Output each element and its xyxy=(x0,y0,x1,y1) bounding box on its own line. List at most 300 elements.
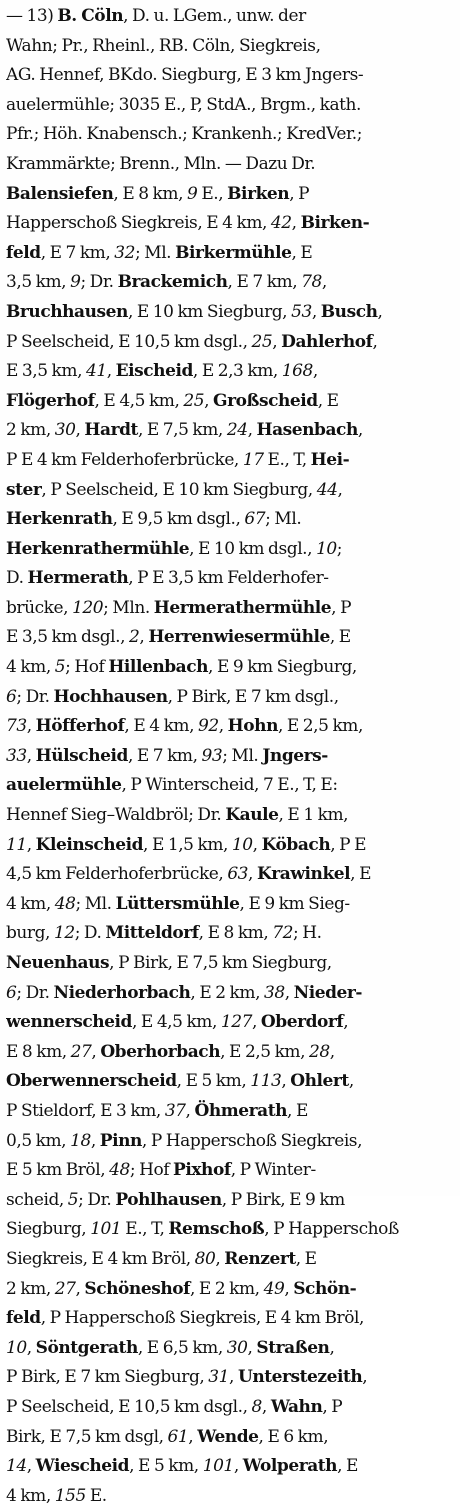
population-count: 72 xyxy=(272,923,293,944)
place-name: Herkenrathermühle xyxy=(6,538,190,559)
population-count: 11 xyxy=(6,834,27,855)
text-run: , xyxy=(26,1456,36,1477)
text-run: 2 km, xyxy=(6,1278,55,1299)
population-count: 32 xyxy=(114,242,135,263)
place-name: Birkermühle xyxy=(175,242,292,263)
place-name: Kleinscheid xyxy=(35,834,144,855)
text-run: , E 10 km Siegburg, xyxy=(127,301,292,322)
text-run: , xyxy=(362,1367,368,1388)
text-run: ; D. xyxy=(74,923,106,944)
population-count: 18 xyxy=(70,1130,91,1151)
place-name: Hei- xyxy=(310,449,350,470)
text-line xyxy=(6,949,456,979)
text-run: , xyxy=(75,420,85,441)
population-count: 42 xyxy=(270,213,292,234)
text-run: , xyxy=(229,1367,238,1388)
text-run: ; Dr. xyxy=(80,272,118,293)
place-name: Großscheid xyxy=(213,390,318,411)
place-name: Herkenrath xyxy=(6,509,113,530)
text-run: , xyxy=(329,1041,335,1062)
text-run: , P Happerschoß xyxy=(264,1219,399,1240)
text-line xyxy=(6,1127,456,1157)
text-run: E. xyxy=(85,1485,107,1506)
population-count: 5 xyxy=(54,657,66,678)
population-count: 92 xyxy=(198,716,219,737)
text-line xyxy=(6,120,456,150)
place-name: feld xyxy=(6,242,41,263)
population-count: 14 xyxy=(6,1456,27,1477)
population-count: 33 xyxy=(6,745,27,766)
population-count: 27 xyxy=(70,1041,92,1062)
text-run: , xyxy=(252,1012,261,1033)
text-run: P Seelscheid, E 10,5 km dsgl., xyxy=(6,1396,252,1417)
text-line xyxy=(6,416,456,446)
place-name: Dahlerhof xyxy=(281,331,373,352)
text-run: , P Winterscheid, 7 E., T, E: xyxy=(121,775,338,796)
text-line xyxy=(6,239,456,269)
text-run: , P Winter- xyxy=(230,1160,316,1181)
text-run: , E 7 km, xyxy=(227,272,302,293)
text-run: Pfr.; Höh. Knabensch.; Krankenh.; KredVer.; xyxy=(6,124,363,145)
place-name: Hochhausen xyxy=(53,686,168,707)
text-run: ; Dr. xyxy=(78,1189,116,1210)
place-name: Öhmerath xyxy=(194,1100,288,1121)
text-line xyxy=(6,1008,456,1038)
text-run: 2 km, xyxy=(6,420,55,441)
place-name: Birken xyxy=(227,183,290,204)
text-run: , E 9 km Siegburg, xyxy=(208,657,357,678)
text-line xyxy=(6,476,456,506)
place-name: Ohlert xyxy=(290,1071,349,1092)
text-run: P Stieldorf, E 3 km, xyxy=(6,1100,165,1121)
text-line xyxy=(6,1067,456,1097)
text-run: E., xyxy=(197,183,228,204)
population-count: 44 xyxy=(316,479,338,500)
text-line xyxy=(6,357,456,387)
text-run: , xyxy=(185,1100,195,1121)
text-run: scheid, xyxy=(6,1189,68,1210)
text-line xyxy=(6,1215,456,1245)
text-line xyxy=(6,801,456,831)
text-run: , xyxy=(26,834,36,855)
text-run: , xyxy=(311,301,321,322)
text-run: , E 8 km, xyxy=(198,923,273,944)
place-name: Jngers- xyxy=(262,745,328,766)
text-run: , xyxy=(106,361,116,382)
population-count: 80 xyxy=(194,1248,216,1269)
text-line xyxy=(6,979,456,1009)
text-line xyxy=(6,831,456,861)
text-run: , xyxy=(372,331,378,352)
text-line xyxy=(6,446,456,476)
population-count: 127 xyxy=(220,1012,252,1033)
text-run: Siegkreis, E 4 km Bröl, xyxy=(6,1248,195,1269)
text-run: , xyxy=(215,1248,225,1269)
population-count: 27 xyxy=(54,1278,76,1299)
population-count: 38 xyxy=(263,982,285,1003)
population-count: 53 xyxy=(291,301,312,322)
text-run: brücke, xyxy=(6,597,73,618)
population-count: 30 xyxy=(54,420,76,441)
text-line xyxy=(6,268,456,298)
population-count: 9 xyxy=(70,272,81,293)
place-name: Wende xyxy=(197,1426,259,1447)
text-run: , E xyxy=(350,864,372,885)
text-run: , E 2 km, xyxy=(190,982,264,1003)
text-line xyxy=(6,594,456,624)
place-name: Nieder- xyxy=(293,982,363,1003)
text-run: , xyxy=(272,331,282,352)
population-count: 31 xyxy=(208,1367,230,1388)
place-name: Busch xyxy=(320,301,378,322)
text-run: , xyxy=(377,301,383,322)
text-run: , xyxy=(90,1130,100,1151)
text-run: , xyxy=(91,1041,101,1062)
place-name: Straßen xyxy=(256,1337,330,1358)
population-count: 120 xyxy=(72,597,104,618)
text-run: , P Happerschoß Siegkreis, E 4 km Bröl, xyxy=(40,1308,364,1329)
text-run: , xyxy=(357,420,363,441)
population-count: 67 xyxy=(244,509,266,530)
text-line xyxy=(6,150,456,180)
place-name: Pohlhausen xyxy=(115,1189,222,1210)
text-line xyxy=(6,505,456,535)
text-run: , xyxy=(337,479,343,500)
place-name: Bruchhausen xyxy=(6,301,128,322)
text-run: , xyxy=(281,1071,291,1092)
population-count: 2 xyxy=(129,627,140,648)
text-run: , P Birk, E 9 km xyxy=(221,1189,345,1210)
text-run: , xyxy=(218,716,228,737)
text-run: Wahn; Pr., Rheinl., RB. Cöln, Siegkreis, xyxy=(6,35,321,56)
text-line xyxy=(6,32,456,62)
text-run: , D. u. LGem., unw. der xyxy=(123,6,306,26)
place-name: Flögerhof xyxy=(6,390,95,411)
text-run: , E xyxy=(329,627,351,648)
text-line xyxy=(6,1423,456,1453)
text-run: 4 km, xyxy=(6,893,55,914)
text-run: ; Dr. xyxy=(16,982,54,1003)
text-run: , P xyxy=(331,597,352,618)
text-run: , xyxy=(247,420,257,441)
text-run: , E 4 km, xyxy=(124,716,198,737)
population-count: 9 xyxy=(186,183,198,204)
text-run: , xyxy=(188,1426,198,1447)
text-line xyxy=(6,653,456,683)
text-run: , xyxy=(312,361,318,382)
text-line xyxy=(6,890,456,920)
population-count: 113 xyxy=(250,1071,282,1092)
text-run: E., T, xyxy=(263,449,311,470)
text-run: Hennef Sieg–Waldbröl; Dr. xyxy=(6,805,226,826)
place-name: Pixhof xyxy=(173,1160,231,1181)
text-run: , xyxy=(26,716,36,737)
text-line xyxy=(6,61,456,91)
text-run: Siegburg, xyxy=(6,1219,91,1240)
text-line xyxy=(6,298,456,328)
population-count: 10 xyxy=(6,1337,27,1358)
population-count: 12 xyxy=(53,923,75,944)
text-run: , xyxy=(284,1278,294,1299)
text-run: , E 7 km, xyxy=(40,242,115,263)
place-name: Köbach xyxy=(261,834,331,855)
place-name: Balensiefen xyxy=(6,183,114,204)
population-count: 5 xyxy=(67,1189,79,1210)
text-line xyxy=(6,712,456,742)
place-name: Eischeid xyxy=(115,361,193,382)
text-run: , xyxy=(291,213,301,234)
place-name: Hülscheid xyxy=(35,745,128,766)
text-run: , E xyxy=(317,390,339,411)
place-name: Birken- xyxy=(300,213,370,234)
text-line xyxy=(6,1482,456,1511)
text-run: Happerschoß Siegkreis, E 4 km, xyxy=(6,213,271,234)
text-run: , xyxy=(343,1012,349,1033)
place-name: Hillenbach xyxy=(108,657,209,678)
text-line xyxy=(6,564,456,594)
text-run: 4 km, xyxy=(6,1485,55,1506)
text-run: E., T, xyxy=(121,1219,169,1240)
population-count: 25 xyxy=(183,390,205,411)
text-line xyxy=(6,328,456,358)
population-count: 61 xyxy=(167,1426,189,1447)
text-line xyxy=(6,2,456,32)
text-run: , E xyxy=(291,242,313,263)
text-run: P E 4 km Felderhoferbrücke, xyxy=(6,449,243,470)
text-run: , E 2,3 km, xyxy=(192,361,282,382)
text-line xyxy=(6,623,456,653)
text-run: , xyxy=(75,1278,85,1299)
place-name: Hasenbach xyxy=(256,420,358,441)
population-count: 93 xyxy=(201,745,223,766)
text-run: E 5 km Bröl, xyxy=(6,1160,110,1181)
text-line xyxy=(6,1038,456,1068)
place-name: Mitteldorf xyxy=(105,923,199,944)
place-name: Wolperath xyxy=(242,1456,338,1477)
text-line xyxy=(6,1393,456,1423)
place-name: feld xyxy=(6,1308,41,1329)
place-name: Neuenhaus xyxy=(6,953,110,973)
text-line xyxy=(6,860,456,890)
place-name: Herrenwiesermühle xyxy=(148,627,330,648)
text-line xyxy=(6,919,456,949)
population-count: 168 xyxy=(281,361,313,382)
population-count: 10 xyxy=(231,834,253,855)
text-run: ; H. xyxy=(292,923,322,944)
population-count: 37 xyxy=(164,1100,186,1121)
text-run: , P Seelscheid, E 10 km Siegburg, xyxy=(41,479,317,500)
text-run: , xyxy=(252,834,262,855)
place-name: Hardt xyxy=(84,420,138,441)
text-run: , xyxy=(26,745,36,766)
place-name: Lüttersmühle xyxy=(115,893,240,914)
population-count: 49 xyxy=(263,1278,285,1299)
population-count: 101 xyxy=(202,1456,234,1477)
text-run: — 13) xyxy=(6,6,58,26)
population-count: 6 xyxy=(6,686,17,707)
population-count: 48 xyxy=(109,1160,130,1181)
text-run: , xyxy=(284,982,294,1003)
text-run: , xyxy=(26,1337,36,1358)
text-line xyxy=(6,209,456,239)
text-run: , E 2,5 km, xyxy=(277,716,363,737)
text-line xyxy=(6,1245,456,1275)
place-name: Unterstezeith xyxy=(237,1367,363,1388)
text-line xyxy=(6,1156,456,1186)
text-line xyxy=(6,1304,456,1334)
population-count: 24 xyxy=(226,420,248,441)
place-name: Söntgerath xyxy=(35,1337,138,1358)
text-run: , P Birk, E 7 km dsgl., xyxy=(167,686,339,707)
text-line xyxy=(6,683,456,713)
text-run: 4 km, xyxy=(6,657,55,678)
text-run: ; Ml. xyxy=(75,893,116,914)
text-run: , E 9 km Sieg- xyxy=(239,893,350,914)
text-run: Krammärkte; Brenn., Mln. — Dazu Dr. xyxy=(6,153,316,174)
text-run: , xyxy=(248,864,257,885)
population-count: 10 xyxy=(316,538,337,559)
place-name: Oberdorf xyxy=(260,1012,344,1033)
place-name: Wiescheid xyxy=(35,1456,130,1477)
text-run: auelermühle; 3035 E., P, StdA., Brgm., kath. xyxy=(6,94,362,115)
text-run: 3,5 km, xyxy=(6,272,71,293)
text-run: E 3,5 km, xyxy=(6,361,86,382)
text-run: , xyxy=(204,390,214,411)
text-line xyxy=(6,1452,456,1482)
text-run: ; Dr. xyxy=(16,686,54,707)
text-run: , E 1 km, xyxy=(278,805,349,826)
population-count: 41 xyxy=(85,361,107,382)
population-count: 17 xyxy=(242,449,264,470)
text-run: , E 6 km, xyxy=(258,1426,329,1447)
text-line xyxy=(6,1334,456,1364)
text-run: , E 7,5 km, xyxy=(137,420,227,441)
text-run: , P xyxy=(322,1396,343,1417)
text-run: , P E xyxy=(330,834,367,855)
text-line xyxy=(6,1186,456,1216)
population-count: 30 xyxy=(226,1337,248,1358)
place-name: Brackemich xyxy=(117,272,228,293)
text-run: , E xyxy=(337,1456,358,1477)
text-line xyxy=(6,1097,456,1127)
text-run: , E 4,5 km, xyxy=(94,390,184,411)
place-name: Kaule xyxy=(225,805,279,826)
text-line xyxy=(6,1275,456,1305)
text-run: 0,5 km, xyxy=(6,1130,71,1151)
text-run: , xyxy=(329,1337,335,1358)
population-count: 155 xyxy=(54,1485,86,1506)
text-run: , xyxy=(139,627,149,648)
text-run: P Seelscheid, E 10,5 km dsgl., xyxy=(6,331,252,352)
place-name: ster xyxy=(6,479,42,500)
text-run: , E 1,5 km, xyxy=(143,834,232,855)
text-run: ; Ml. xyxy=(265,509,302,530)
population-count: 78 xyxy=(301,272,322,293)
text-run: , xyxy=(261,1396,271,1417)
text-line xyxy=(6,387,456,417)
place-name: Hohn xyxy=(227,716,278,737)
text-run: , E 8 km, xyxy=(113,183,187,204)
text-run: , xyxy=(348,1071,354,1092)
place-name: Hermerath xyxy=(27,568,129,589)
text-line xyxy=(6,771,456,801)
text-run: , E xyxy=(295,1248,317,1269)
text-run: , P xyxy=(289,183,310,204)
text-run: , E 4,5 km, xyxy=(132,1012,221,1033)
gazetteer-entry-text xyxy=(6,2,456,1511)
text-run: , E 5 km, xyxy=(176,1071,251,1092)
text-run: , xyxy=(321,272,327,293)
text-run: Birk, E 7,5 km dsgl, xyxy=(6,1426,168,1447)
text-run: E 3,5 km dsgl., xyxy=(6,627,130,648)
text-run: , E xyxy=(287,1100,308,1121)
place-name: wennerscheid xyxy=(6,1012,132,1033)
place-name: Niederhorbach xyxy=(53,982,191,1003)
text-line xyxy=(6,91,456,121)
population-count: 6 xyxy=(6,982,17,1003)
text-run: , E 10 km dsgl., xyxy=(189,538,317,559)
place-name: Schön- xyxy=(293,1278,357,1299)
population-count: 63 xyxy=(227,864,249,885)
place-name: Schöneshof xyxy=(84,1278,190,1299)
text-run: , P E 3,5 km Felderhofer- xyxy=(128,568,329,589)
text-run: , E 9,5 km dsgl., xyxy=(112,509,245,530)
population-count: 25 xyxy=(251,331,273,352)
place-name: Krawinkel xyxy=(256,864,351,885)
text-run: ; Mln. xyxy=(103,597,154,618)
text-line xyxy=(6,742,456,772)
population-count: 28 xyxy=(309,1041,330,1062)
place-name: Höfferhof xyxy=(35,716,125,737)
population-count: 48 xyxy=(54,893,76,914)
text-run: burg, xyxy=(6,923,54,944)
place-name: Remschoß xyxy=(168,1219,265,1240)
text-run: ; Ml. xyxy=(135,242,176,263)
text-run: , xyxy=(247,1337,257,1358)
text-run: , E 2 km, xyxy=(190,1278,264,1299)
place-name: Pinn xyxy=(99,1130,142,1151)
text-line xyxy=(6,535,456,565)
place-name: Oberwennerscheid xyxy=(6,1071,177,1092)
text-run: E 8 km, xyxy=(6,1041,71,1062)
text-run: , P Birk, E 7,5 km Siegburg, xyxy=(109,953,332,973)
place-name: Wahn xyxy=(270,1396,323,1417)
place-name: B. Cöln xyxy=(57,6,124,26)
population-count: 8 xyxy=(251,1396,262,1417)
population-count: 101 xyxy=(90,1219,122,1240)
text-run: , P Happerschoß Siegkreis, xyxy=(141,1130,363,1151)
text-line xyxy=(6,1363,456,1393)
text-line xyxy=(6,180,456,210)
text-run: , xyxy=(233,1456,243,1477)
text-run: ; Ml. xyxy=(222,745,263,766)
population-count: 73 xyxy=(6,716,27,737)
text-run: , E 6,5 km, xyxy=(137,1337,227,1358)
place-name: Oberhorbach xyxy=(100,1041,221,1062)
text-run: , E 2,5 km, xyxy=(220,1041,310,1062)
text-run: 4,5 km Felderhoferbrücke, xyxy=(6,864,228,885)
text-run: ; xyxy=(336,538,343,559)
text-run: , E 7 km, xyxy=(127,745,202,766)
place-name: Renzert xyxy=(224,1248,296,1269)
text-run: ; Hof xyxy=(65,657,109,678)
text-run: AG. Hennef, BKdo. Siegburg, E 3 km Jngers- xyxy=(6,65,364,86)
place-name: auelermühle xyxy=(6,775,122,796)
place-name: Hermerathermühle xyxy=(153,597,332,618)
text-run: P Birk, E 7 km Siegburg, xyxy=(6,1367,209,1388)
text-run: , E 5 km, xyxy=(129,1456,203,1477)
text-run: ; Hof xyxy=(129,1160,174,1181)
